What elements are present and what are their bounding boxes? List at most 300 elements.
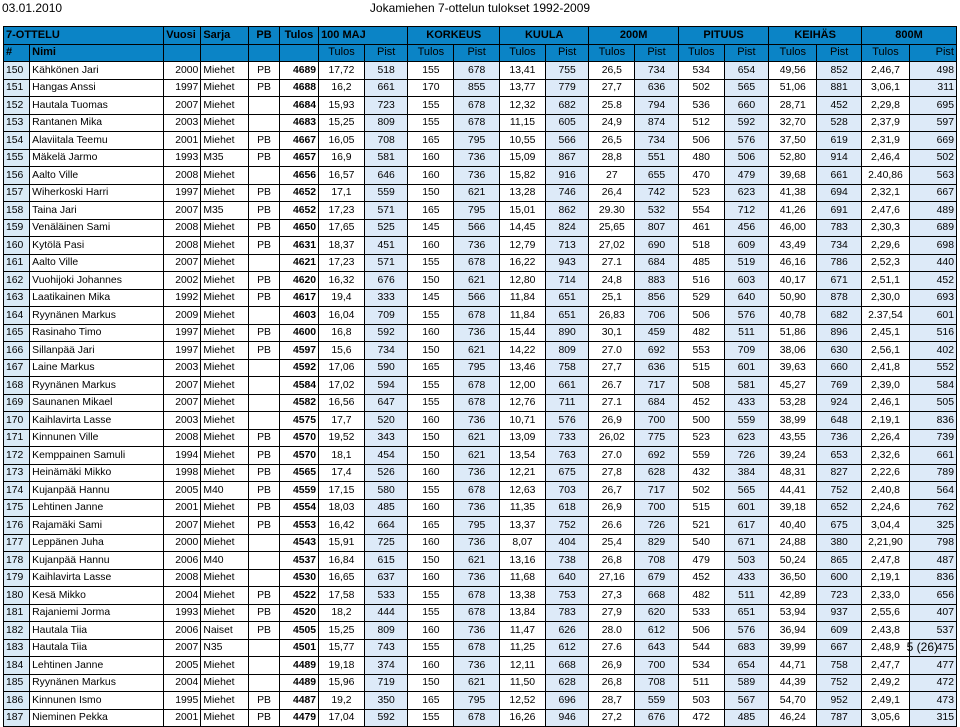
- longjump-result: 559: [678, 447, 724, 465]
- 800m-result: 2,40,8: [861, 482, 909, 500]
- hurdles-result: 16,9: [319, 149, 365, 167]
- year: 2004: [164, 587, 201, 605]
- athlete-name: Lehtinen Janne: [30, 499, 164, 517]
- header-name: Nimi: [30, 44, 164, 62]
- hurdles-result: 16,2: [319, 79, 365, 97]
- longjump-points: 503: [724, 552, 769, 570]
- javelin-points: 653: [817, 447, 862, 465]
- shotput-points: 651: [545, 307, 589, 325]
- pb-flag: PB: [249, 342, 280, 360]
- longjump-result: 521: [678, 517, 724, 535]
- pb-flag: [249, 394, 280, 412]
- 200m-result: 27,8: [589, 464, 635, 482]
- highjump-result: 150: [408, 429, 454, 447]
- longjump-result: 533: [678, 604, 724, 622]
- longjump-points: 565: [724, 482, 769, 500]
- 800m-result: 2,32,1: [861, 184, 909, 202]
- javelin-result: 36,94: [769, 622, 817, 640]
- header-800m: 800M: [861, 27, 956, 45]
- table-row: [4, 412, 957, 430]
- hurdles-result: 16,56: [319, 394, 365, 412]
- series: M35: [201, 149, 249, 167]
- longjump-points: 640: [724, 289, 769, 307]
- row-rank: 179: [4, 569, 30, 587]
- highjump-result: 170: [408, 79, 454, 97]
- javelin-result: 49,56: [769, 62, 817, 80]
- highjump-result: 165: [408, 132, 454, 150]
- total-score: 4522: [279, 587, 318, 605]
- row-rank: 177: [4, 534, 30, 552]
- 800m-result: 2,39,0: [861, 377, 909, 395]
- longjump-points: 565: [724, 79, 769, 97]
- 200m-points: 717: [635, 482, 679, 500]
- shotput-points: 696: [545, 692, 589, 710]
- hurdles-points: 520: [364, 412, 408, 430]
- series: M40: [201, 552, 249, 570]
- highjump-result: 160: [408, 657, 454, 675]
- 200m-result: 26,83: [589, 307, 635, 325]
- 800m-result: 2,47,7: [861, 657, 909, 675]
- athlete-name: Aalto Ville: [30, 167, 164, 185]
- hurdles-result: 15,77: [319, 639, 365, 657]
- highjump-points: 678: [454, 604, 500, 622]
- row-rank: 164: [4, 307, 30, 325]
- total-score: 4621: [279, 254, 318, 272]
- longjump-result: 515: [678, 359, 724, 377]
- shotput-points: 668: [545, 657, 589, 675]
- pb-flag: PB: [249, 692, 280, 710]
- 800m-result: 2,19,1: [861, 412, 909, 430]
- javelin-result: 51,86: [769, 324, 817, 342]
- 200m-result: 27,9: [589, 604, 635, 622]
- javelin-points: 878: [817, 289, 862, 307]
- 800m-result: 2,32,6: [861, 447, 909, 465]
- 800m-points: 661: [909, 447, 956, 465]
- javelin-result: 37,50: [769, 132, 817, 150]
- 800m-result: 2,33,0: [861, 587, 909, 605]
- highjump-result: 155: [408, 97, 454, 115]
- highjump-result: 150: [408, 552, 454, 570]
- hurdles-points: 444: [364, 604, 408, 622]
- athlete-name: Kinnunen Ville: [30, 429, 164, 447]
- athlete-name: Kaihlavirta Lasse: [30, 412, 164, 430]
- 800m-points: 498: [909, 62, 956, 80]
- longjump-result: 523: [678, 429, 724, 447]
- shotput-result: 13,38: [500, 587, 546, 605]
- pb-flag: PB: [249, 237, 280, 255]
- shotput-points: 862: [545, 202, 589, 220]
- longjump-points: 511: [724, 324, 769, 342]
- javelin-points: 924: [817, 394, 862, 412]
- pb-flag: PB: [249, 219, 280, 237]
- table-row: [4, 587, 957, 605]
- hurdles-result: 17,23: [319, 202, 365, 220]
- highjump-points: 795: [454, 202, 500, 220]
- row-rank: 152: [4, 97, 30, 115]
- 200m-points: 874: [635, 114, 679, 132]
- longjump-points: 592: [724, 114, 769, 132]
- hurdles-points: 343: [364, 429, 408, 447]
- 800m-result: 2,22,6: [861, 464, 909, 482]
- longjump-points: 623: [724, 184, 769, 202]
- hurdles-points: 571: [364, 254, 408, 272]
- 200m-points: 612: [635, 622, 679, 640]
- header-sub: Pist: [454, 44, 500, 62]
- year: 2006: [164, 552, 201, 570]
- 800m-points: 695: [909, 97, 956, 115]
- total-score: 4597: [279, 342, 318, 360]
- shotput-points: 867: [545, 149, 589, 167]
- hurdles-points: 485: [364, 499, 408, 517]
- shotput-result: 13,16: [500, 552, 546, 570]
- longjump-points: 654: [724, 62, 769, 80]
- javelin-points: 736: [817, 429, 862, 447]
- longjump-result: 529: [678, 289, 724, 307]
- highjump-points: 855: [454, 79, 500, 97]
- shotput-result: 10,71: [500, 412, 546, 430]
- longjump-points: 651: [724, 604, 769, 622]
- table-row: [4, 289, 957, 307]
- hurdles-points: 590: [364, 359, 408, 377]
- shotput-result: 11,68: [500, 569, 546, 587]
- javelin-points: 786: [817, 254, 862, 272]
- table-row: [4, 447, 957, 465]
- shotput-points: 809: [545, 342, 589, 360]
- shotput-result: 15,01: [500, 202, 546, 220]
- shotput-points: 946: [545, 709, 589, 727]
- shotput-points: 783: [545, 604, 589, 622]
- shotput-points: 675: [545, 464, 589, 482]
- 800m-result: 2,47,8: [861, 552, 909, 570]
- 200m-points: 717: [635, 377, 679, 395]
- hurdles-result: 16,32: [319, 272, 365, 290]
- longjump-points: 559: [724, 412, 769, 430]
- javelin-result: 44,41: [769, 482, 817, 500]
- year: 2007: [164, 377, 201, 395]
- shotput-result: 11,50: [500, 674, 546, 692]
- 200m-result: 26,8: [589, 674, 635, 692]
- row-rank: 163: [4, 289, 30, 307]
- 800m-result: 2,21,90: [861, 534, 909, 552]
- 200m-result: 26.6: [589, 517, 635, 535]
- series: Miehet: [201, 464, 249, 482]
- shotput-points: 618: [545, 499, 589, 517]
- shotput-points: 640: [545, 569, 589, 587]
- 800m-points: 452: [909, 272, 956, 290]
- longjump-points: 384: [724, 464, 769, 482]
- results-table: [3, 26, 957, 727]
- series: N35: [201, 639, 249, 657]
- table-row: [4, 377, 957, 395]
- hurdles-points: 743: [364, 639, 408, 657]
- hurdles-points: 725: [364, 534, 408, 552]
- series: Miehet: [201, 114, 249, 132]
- athlete-name: Kaihlavirta Lasse: [30, 569, 164, 587]
- year: 2006: [164, 622, 201, 640]
- table-row: [4, 517, 957, 535]
- javelin-result: 24,88: [769, 534, 817, 552]
- 200m-points: 829: [635, 534, 679, 552]
- athlete-name: Hautala Tiia: [30, 639, 164, 657]
- highjump-result: 155: [408, 639, 454, 657]
- hurdles-result: 15,91: [319, 534, 365, 552]
- shotput-result: 14,22: [500, 342, 546, 360]
- athlete-name: Sillanpää Jari: [30, 342, 164, 360]
- 200m-result: 28,7: [589, 692, 635, 710]
- table-row: [4, 359, 957, 377]
- shotput-result: 12,21: [500, 464, 546, 482]
- hurdles-result: 15,96: [319, 674, 365, 692]
- highjump-result: 160: [408, 237, 454, 255]
- table-header: [4, 27, 957, 62]
- javelin-result: 43,49: [769, 237, 817, 255]
- shotput-points: 404: [545, 534, 589, 552]
- longjump-points: 576: [724, 622, 769, 640]
- total-score: 4683: [279, 114, 318, 132]
- hurdles-points: 615: [364, 552, 408, 570]
- pb-flag: PB: [249, 499, 280, 517]
- 200m-result: 26,02: [589, 429, 635, 447]
- 800m-points: 475: [909, 639, 956, 657]
- row-rank: 154: [4, 132, 30, 150]
- year: 1992: [164, 289, 201, 307]
- longjump-points: 726: [724, 447, 769, 465]
- row-rank: 160: [4, 237, 30, 255]
- javelin-result: 40,40: [769, 517, 817, 535]
- longjump-result: 461: [678, 219, 724, 237]
- table-row: [4, 219, 957, 237]
- table-row: [4, 149, 957, 167]
- 800m-result: 2,46,7: [861, 62, 909, 80]
- row-rank: 157: [4, 184, 30, 202]
- row-rank: 185: [4, 674, 30, 692]
- hurdles-points: 647: [364, 394, 408, 412]
- hurdles-result: 17,65: [319, 219, 365, 237]
- javelin-points: 769: [817, 377, 862, 395]
- 800m-points: 836: [909, 412, 956, 430]
- row-rank: 165: [4, 324, 30, 342]
- series: Miehet: [201, 167, 249, 185]
- shotput-result: 11,84: [500, 307, 546, 325]
- shotput-points: 758: [545, 359, 589, 377]
- 800m-points: 667: [909, 184, 956, 202]
- 800m-points: 698: [909, 237, 956, 255]
- shotput-points: 713: [545, 237, 589, 255]
- shotput-points: 566: [545, 132, 589, 150]
- pb-flag: PB: [249, 272, 280, 290]
- javelin-points: 682: [817, 307, 862, 325]
- longjump-result: 554: [678, 202, 724, 220]
- pb-flag: PB: [249, 429, 280, 447]
- highjump-result: 150: [408, 272, 454, 290]
- shotput-points: 733: [545, 429, 589, 447]
- longjump-points: 671: [724, 534, 769, 552]
- row-rank: 166: [4, 342, 30, 360]
- highjump-result: 155: [408, 709, 454, 727]
- javelin-result: 43,55: [769, 429, 817, 447]
- total-score: 4652: [279, 202, 318, 220]
- highjump-points: 736: [454, 569, 500, 587]
- hurdles-points: 637: [364, 569, 408, 587]
- total-score: 4582: [279, 394, 318, 412]
- hurdles-points: 719: [364, 674, 408, 692]
- longjump-result: 540: [678, 534, 724, 552]
- longjump-points: 456: [724, 219, 769, 237]
- athlete-name: Heinämäki Mikko: [30, 464, 164, 482]
- total-score: 4570: [279, 429, 318, 447]
- pb-flag: PB: [249, 447, 280, 465]
- total-score: 4575: [279, 412, 318, 430]
- shotput-result: 11,47: [500, 622, 546, 640]
- 800m-points: 693: [909, 289, 956, 307]
- longjump-points: 712: [724, 202, 769, 220]
- 200m-points: 668: [635, 587, 679, 605]
- pb-flag: PB: [249, 202, 280, 220]
- row-rank: 178: [4, 552, 30, 570]
- hurdles-result: 15,25: [319, 622, 365, 640]
- total-score: 4554: [279, 499, 318, 517]
- pb-flag: PB: [249, 604, 280, 622]
- series: Miehet: [201, 674, 249, 692]
- header-sub: Pist: [545, 44, 589, 62]
- athlete-name: Hautala Tiia: [30, 622, 164, 640]
- 800m-result: 2,45,1: [861, 324, 909, 342]
- shotput-points: 605: [545, 114, 589, 132]
- 800m-points: 552: [909, 359, 956, 377]
- longjump-result: 480: [678, 149, 724, 167]
- pb-flag: PB: [249, 587, 280, 605]
- year: 1997: [164, 184, 201, 202]
- 200m-points: 532: [635, 202, 679, 220]
- header-shot-put: KUULA: [500, 27, 589, 45]
- hurdles-points: 333: [364, 289, 408, 307]
- total-score: 4667: [279, 132, 318, 150]
- javelin-result: 36,50: [769, 569, 817, 587]
- 200m-result: 29.30: [589, 202, 635, 220]
- series: Miehet: [201, 359, 249, 377]
- highjump-result: 155: [408, 587, 454, 605]
- 200m-result: 26.7: [589, 377, 635, 395]
- longjump-points: 623: [724, 429, 769, 447]
- highjump-points: 795: [454, 517, 500, 535]
- highjump-points: 678: [454, 377, 500, 395]
- 200m-result: 27,7: [589, 359, 635, 377]
- shotput-result: 12,00: [500, 377, 546, 395]
- 200m-points: 883: [635, 272, 679, 290]
- longjump-points: 506: [724, 149, 769, 167]
- longjump-result: 534: [678, 657, 724, 675]
- pb-flag: [249, 377, 280, 395]
- total-score: 4689: [279, 62, 318, 80]
- highjump-points: 678: [454, 394, 500, 412]
- pb-flag: [249, 412, 280, 430]
- total-score: 4652: [279, 184, 318, 202]
- series: Miehet: [201, 342, 249, 360]
- row-rank: 171: [4, 429, 30, 447]
- longjump-points: 479: [724, 167, 769, 185]
- athlete-name: Rajamäki Sami: [30, 517, 164, 535]
- 200m-points: 708: [635, 552, 679, 570]
- highjump-result: 165: [408, 359, 454, 377]
- table-row: [4, 552, 957, 570]
- series: Miehet: [201, 569, 249, 587]
- pb-flag: [249, 307, 280, 325]
- javelin-points: 675: [817, 517, 862, 535]
- row-rank: 172: [4, 447, 30, 465]
- 800m-points: 597: [909, 114, 956, 132]
- pb-flag: PB: [249, 62, 280, 80]
- javelin-points: 600: [817, 569, 862, 587]
- longjump-result: 553: [678, 342, 724, 360]
- print-date: 03.01.2010: [2, 1, 63, 15]
- hurdles-points: 723: [364, 97, 408, 115]
- row-rank: 182: [4, 622, 30, 640]
- total-score: 4600: [279, 324, 318, 342]
- 800m-points: 584: [909, 377, 956, 395]
- shotput-result: 13,37: [500, 517, 546, 535]
- total-score: 4487: [279, 692, 318, 710]
- row-rank: 155: [4, 149, 30, 167]
- highjump-points: 736: [454, 464, 500, 482]
- javelin-result: 45,27: [769, 377, 817, 395]
- 200m-points: 726: [635, 517, 679, 535]
- series: Miehet: [201, 412, 249, 430]
- table-row: [4, 167, 957, 185]
- table-row: [4, 114, 957, 132]
- header-series: Sarja: [201, 27, 249, 45]
- hurdles-result: 19,2: [319, 692, 365, 710]
- longjump-points: 709: [724, 342, 769, 360]
- table-row: [4, 132, 957, 150]
- year: 2007: [164, 202, 201, 220]
- 800m-points: 798: [909, 534, 956, 552]
- shotput-points: 746: [545, 184, 589, 202]
- series: Miehet: [201, 692, 249, 710]
- 200m-result: 27.1: [589, 394, 635, 412]
- highjump-result: 155: [408, 482, 454, 500]
- header-sub: Tulos: [861, 44, 909, 62]
- total-score: 4584: [279, 377, 318, 395]
- javelin-result: 38,06: [769, 342, 817, 360]
- 200m-points: 692: [635, 447, 679, 465]
- athlete-name: Kujanpää Hannu: [30, 482, 164, 500]
- series: Miehet: [201, 184, 249, 202]
- 800m-points: 656: [909, 587, 956, 605]
- highjump-result: 155: [408, 307, 454, 325]
- longjump-points: 601: [724, 359, 769, 377]
- row-rank: 168: [4, 377, 30, 395]
- athlete-name: Ryynänen Markus: [30, 377, 164, 395]
- 800m-points: 505: [909, 394, 956, 412]
- shotput-result: 14,45: [500, 219, 546, 237]
- longjump-result: 452: [678, 394, 724, 412]
- 200m-points: 700: [635, 657, 679, 675]
- 200m-result: 26,5: [589, 132, 635, 150]
- highjump-points: 678: [454, 709, 500, 727]
- longjump-result: 485: [678, 254, 724, 272]
- series: Miehet: [201, 132, 249, 150]
- pb-flag: PB: [249, 324, 280, 342]
- hurdles-points: 676: [364, 272, 408, 290]
- 800m-result: 2,48,9: [861, 639, 909, 657]
- series: Miehet: [201, 534, 249, 552]
- shotput-result: 13,09: [500, 429, 546, 447]
- javelin-points: 694: [817, 184, 862, 202]
- shotput-result: 13,54: [500, 447, 546, 465]
- 800m-result: 2,55,6: [861, 604, 909, 622]
- javelin-result: 28,71: [769, 97, 817, 115]
- shotput-result: 15,82: [500, 167, 546, 185]
